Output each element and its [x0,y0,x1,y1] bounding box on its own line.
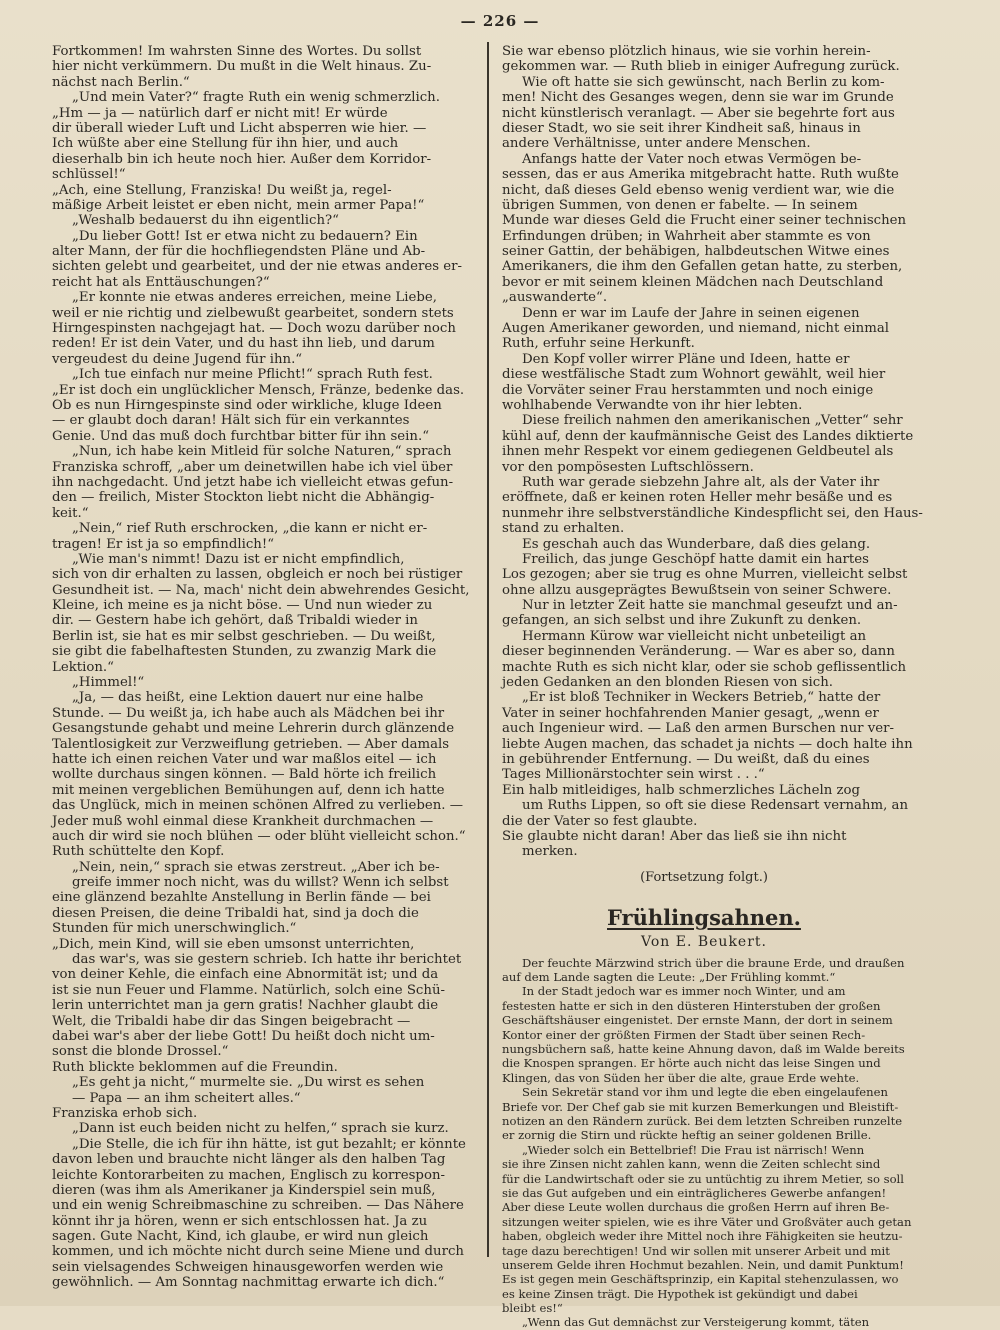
text-line: weil er nie richtig und zielbewußt gearbeitet, sondern stets [52,305,454,321]
text-line: bevor er mit seinem kleinen Mädchen nach Deutschland [502,274,884,290]
text-line: „Die Stelle, die ich für ihn hätte, ist gut bezahlt; er könnte [72,1136,466,1152]
text-line: sagen. Gute Nacht, Kind, ich glaube, er wird nun gleich [52,1229,429,1245]
text-line: vor den pompösesten Luftschlössern. [502,459,754,475]
text-line: auch dir wird sie noch blühen — oder blüht vielleicht schon.“ [52,828,466,844]
text-line: Es geschah auch das Wunderbare, daß dies gelang. [522,536,871,552]
text-line: Welt, die Tribaldi habe dir das Singen beigebracht — [52,1013,411,1029]
text-line: „Er ist doch ein unglücklicher Mensch, Fränze, bedenke das. [52,382,465,398]
page-number: — 226 — [460,12,540,30]
text-line: Ruth war gerade siebzehn Jahre alt, als der Vater ihr [522,474,880,490]
text-line: liebte Augen machen, das schadet ja nichts — doch halte ihn [502,736,913,752]
continuation-note: (Fortsetzung folgt.) [640,869,768,885]
story-line: Geschäftshäuser eingenistet. Der ernste Mann, der dort in seinem [502,1013,893,1028]
text-line: Tages Millionärstochter sein wirst . . .“ [502,767,765,783]
text-line: Fortkommen! Im wahrsten Sinne des Wortes. Du sollst [52,44,422,59]
text-line: Erfindungen drüben; in Wahrheit aber stammte es von [502,228,871,244]
text-line: tragen! Er ist ja so empfindlich!“ [52,536,275,552]
text-line: Den Kopf voller wirrer Pläne und Ideen, hatte er [522,351,850,367]
text-line: merken. [522,844,578,860]
text-line: greife immer noch nicht, was du willst? Wenn ich selbst [72,875,449,891]
text-line: könnt ihr ja hören, wenn er sich entschlossen hat. Ja zu [52,1213,428,1229]
text-line: „Nein,“ rief Ruth erschrocken, „die kann er nicht er- [72,521,428,537]
novel-continuation [502,44,923,860]
text-line: wollte durchaus singen können. — Bald hörte ich freilich [52,767,437,783]
text-line: die Vorväter seiner Frau herstammten und noch einige [502,382,874,398]
text-line: Talentlosigkeit zur Verzweiflung getrieben. — Aber damals [52,736,450,752]
text-line: Franziska schroff, „aber um deinetwillen habe ich viel über [52,459,453,475]
text-line: Anfangs hatte der Vater noch etwas Vermögen be- [522,151,862,167]
story-title: Frühlingsahnen. [607,904,801,930]
text-line: Freilich, das junge Geschöpf hatte damit ein hartes [522,551,869,567]
text-line: in gebührender Entfernung. — Du weißt, daß du eines [502,751,870,767]
text-line: Ein halb mitleidiges, halb schmerzliches Lächeln zog [502,782,861,798]
text-line: „Ich tue einfach nur meine Pflicht!“ sprach Ruth fest. [72,367,433,383]
text-line: dir. — Gestern habe ich gehört, daß Tribaldi wieder in [52,613,418,629]
text-line: Ob es nun Hirngespinste sind oder wirkliche, kluge Ideen [52,397,442,413]
text-line: ihnen mehr Respekt vor einem gediegenen Geldbeutel als [502,444,894,460]
story-author: Von E. Beukert. [641,933,767,950]
text-line: Lektion.“ [52,659,114,675]
story-line: Aber diese Leute wollen durchaus die großen Herrn auf ihren Be- [502,1200,890,1215]
text-line: Stunden für mich unerschwinglich.“ [52,921,297,937]
text-line: leichte Kontorarbeiten zu machen, Englisch zu korrespon- [52,1167,446,1183]
story-line: „Wenn das Gut demnächst zur Versteigerung kommt, täten [522,1315,870,1330]
story-line: Briefe vor. Der Chef gab sie mit kurzen Bemerkungen und Bleistift- [502,1099,899,1114]
text-line: ihn nachgedacht. Und jetzt habe ich vielleicht etwas gefun- [52,474,454,490]
text-line: gewöhnlich. — Am Sonntag nachmittag erwarte ich dich.“ [52,1275,445,1291]
left-column [52,44,470,1291]
text-line: eine glänzend bezahlte Anstellung in Berlin fände — bei [52,890,431,906]
text-line: Ich wüßte aber eine Stellung für ihn hier, und auch [52,136,399,152]
text-line: nächst nach Berlin.“ [52,74,190,90]
text-line: Wie oft hatte sie sich gewünscht, nach Berlin zu kom- [522,74,885,90]
text-line: stand zu erhalten. [502,521,625,537]
story-line: „Wieder solch ein Bettelbrief! Die Frau ist närrisch! Wenn [522,1142,865,1157]
text-line: gekommen war. — Ruth blieb in einiger Aufregung zurück. [502,59,900,75]
text-line: Vater in seiner hochfahrenden Manier gesagt, „wenn er [502,705,879,721]
text-line: „Nun, ich habe kein Mitleid für solche Naturen,“ sprach [72,444,452,460]
text-line: dir überall wieder Luft und Licht absperren wie hier. — [52,120,427,136]
text-line: Hermann Kürow war vielleicht nicht unbeteiligt an [522,628,867,644]
text-line: seiner Gattin, der behäbigen, halbdeutschen Witwe eines [502,244,890,260]
text-line: den — freilich, Mister Stockton liebt nicht die Abhängig- [52,490,435,506]
text-line: men! Nicht des Gesanges wegen, denn sie war im Grunde [502,90,894,106]
right-column [502,44,923,1330]
text-line: Hirngespinsten nachgejagt hat. — Doch wozu darüber noch [52,321,456,337]
text-line: „auswanderte“. [502,290,608,306]
text-line: hier nicht verkümmern. Du mußt in die Welt hinaus. Zu- [52,59,432,75]
text-line: Gesangstunde gehabt und meine Lehrerin durch glänzende [52,721,455,737]
text-line: Los gezogen; aber sie trug es ohne Murren, vielleicht selbst [502,567,908,583]
text-line: das war's, was sie gestern schrieb. Ich hatte ihr berichtet [72,952,462,968]
text-line: Denn er war im Laufe der Jahre in seinen eigenen [522,305,860,321]
text-line: gefangen, an sich selbst und ihre Zukunft zu denken. [502,613,862,629]
text-line: und ein wenig Schreibmaschine zu schreiben. — Das Nähere [52,1198,464,1214]
story-line: sie das Gut aufgeben und ein einträglicheres Gewerbe anfangen! [502,1185,887,1200]
story-line: haben, obgleich weder ihre Mittel noch ihre Fähigkeiten sie heutzu- [502,1229,903,1244]
text-line: „Es geht ja nicht,“ murmelte sie. „Du wirst es sehen [72,1075,425,1091]
text-line: Munde war dieses Geld die Frucht einer seiner technischen [502,213,907,229]
text-line: schlüssel!“ [52,167,126,183]
story-line: festesten hatte er sich in den düsteren Hinterstuben der großen [502,998,881,1013]
story-line: er zornig die Stirn und rückte heftig an seiner goldenen Brille. [502,1128,872,1143]
text-line: Nur in letzter Zeit hatte sie manchmal geseufzt und an- [522,598,898,614]
text-line: Diese freilich nahmen den amerikanischen „Vetter“ sehr [522,413,903,429]
text-line: kühl auf, denn der kaufmännische Geist des Landes diktierte [502,428,914,444]
text-line: „Nein, nein,“ sprach sie etwas zerstreut. „Aber ich be- [72,859,440,875]
text-line: Sie war ebenso plötzlich hinaus, wie sie vorhin herein- [502,44,871,59]
text-line: auch Ingenieur wird. — Laß den armen Burschen nur ver- [502,721,894,737]
story-line: notizen an den Rändern zurück. Bei dem letzten Schreiben runzelte [502,1114,903,1128]
story-line: Kontor einer der größten Firmen der Stadt über seinen Rech- [502,1027,866,1042]
text-line: „Dann ist euch beiden nicht zu helfen,“ sprach sie kurz. [72,1121,449,1137]
text-line: davon leben und brauchte nicht länger als den halben Tag [52,1152,446,1168]
text-line: mäßige Arbeit leistet er eben nicht, mein armer Papa!“ [52,197,425,213]
text-line: Ruth schüttelte den Kopf. [52,844,225,860]
text-line: keit.“ [52,505,89,521]
text-line: — er glaubt doch daran! Hält sich für ein verkanntes [52,413,410,429]
text-line: von deiner Kehle, die einfach eine Abnormität ist; und da [52,967,439,983]
story-line: auf dem Lande sagten die Leute: „Der Frühling kommt.“ [502,970,836,985]
text-line: Stunde. — Du weißt ja, ich habe auch als Mädchen bei ihr [52,705,445,721]
text-line: sessen, das er aus Amerika mitgebracht hatte. Ruth wußte [502,167,899,183]
text-line: das Unglück, mich in meinen schönen Alfred zu verlieben. — [52,798,464,814]
text-line: Ruth, erfuhr seine Herkunft. [502,336,695,352]
text-line: nunmehr ihre selbstverständliche Kindespflicht sei, den Haus- [502,505,923,521]
text-line: andere Verhältnisse, unter andere Menschen. [502,136,811,152]
column-divider [487,42,489,1257]
text-line: Amerikaners, die ihm den Gefallen getan hatte, zu sterben, [502,259,903,275]
story-line: Sein Sekretär stand vor ihm und legte die eben eingelaufenen [522,1085,888,1100]
text-line: Sie glaubte nicht daran! Aber das ließ sie ihn nicht [502,828,847,844]
text-line: machte Ruth es sich nicht klar, oder sie schob geflissentlich [502,659,907,675]
text-line: nicht künstlerisch veranlagt. — Aber sie begehrte fort aus [502,105,895,121]
text-line: Genie. Und das muß doch furchtbar bitter für ihn sein.“ [52,428,429,444]
text-line: dieserhalb bin ich heute noch hier. Außer dem Korridor- [52,151,432,167]
text-line: Ruth blickte beklommen auf die Freundin. [52,1059,338,1075]
story-line: die Knospen sprangen. Er hörte auch nicht das leise Singen und [502,1056,881,1071]
text-line: dieren (was ihm als Amerikaner ja Kinderspiel sein muß, [52,1182,436,1198]
text-line: sichten gelebt und gearbeitet, und der nie etwas anderes er- [52,259,463,275]
text-line: jeden Gedanken an den blonden Riesen von sich. [502,675,834,691]
text-line: alter Mann, der für die hochfliegendsten Pläne und Ab- [52,244,426,260]
text-line: mit meinen vergeblichen Bemühungen auf, denn ich hatte [52,782,445,798]
text-line: „Weshalb bedauerst du ihn eigentlich?“ [72,213,339,229]
text-line: „Dich, mein Kind, will sie eben umsonst unterrichten, [52,936,415,952]
text-line: sonst die blonde Drossel.“ [52,1044,229,1060]
text-line: reden! Er ist dein Vater, und du hast ihn lieb, und darum [52,336,435,352]
text-line: Berlin ist, sie hat es mir selbst geschrieben. — Du weißt, [52,628,436,644]
text-line: vergeudest du deine Jugend für ihn.“ [52,351,303,367]
text-line: ist sie nun Feuer und Flamme. Natürlich, solch eine Schü- [52,982,446,998]
story-line: für die Landwirtschaft oder sie zu untüchtig zu ihrem Metier, so soll [502,1171,904,1186]
text-line: reicht hat als Enttäuschungen?“ [52,274,270,290]
story-line: sitzungen weiter spielen, wie es ihre Väter und Großväter auch getan [502,1214,912,1229]
text-line: Gesundheit ist. — Na, mach' nicht dein abwehrendes Gesicht, [52,582,470,598]
text-line: Jeder muß wohl einmal diese Krankheit durchmachen — [52,813,434,829]
text-line: eröffnete, daß er keinen roten Heller mehr besäße und es [502,490,893,506]
text-line: lerin unterrichtet man ja gern gratis! Nachher glaubt die [52,998,439,1014]
story-line: unserem Gelde ihren Hochmut bezahlen. Nein, und damit Punktum! [502,1257,904,1272]
text-line: „Er konnte nie etwas anderes erreichen, meine Liebe, [72,290,437,306]
story-line: Der feuchte Märzwind strich über die braune Erde, und draußen [522,955,905,970]
story-line: es keine Zinsen trägt. Die Hypothek ist gekündigt und dabei [502,1286,858,1301]
text-line: um Ruths Lippen, so oft sie diese Redensart vernahm, an [522,798,909,814]
text-line: sich von dir erhalten zu lassen, obgleich er noch bei rüstiger [52,567,463,583]
text-line: die der Vater so fest glaubte. [502,813,698,829]
story-line: sie ihre Zinsen nicht zahlen kann, wenn die Zeiten schlecht sind [502,1157,881,1172]
story-line: In der Stadt jedoch war es immer noch Winter, und am [522,984,846,999]
story-line: tage dazu berechtigen! Und wir sollen mit unserer Arbeit und mit [502,1243,890,1258]
text-line: ohne allzu ausgeprägtes Bewußtsein von seiner Schwere. [502,582,892,598]
text-line: „Hm — ja — natürlich darf er nicht mit! Er würde [52,105,388,121]
text-line: dieser Stadt, wo sie seit ihrer Kindheit saß, hinaus in [502,120,861,136]
text-line: — Papa — an ihm scheitert alles.“ [72,1090,301,1106]
text-line: „Er ist bloß Techniker in Weckers Betrieb,“ hatte der [522,690,881,706]
text-line: Kleine, ich meine es ja nicht böse. — Und nun wieder zu [52,598,433,614]
text-line: Augen Amerikaner geworden, und niemand, nicht einmal [502,321,890,337]
text-line: „Himmel!“ [72,675,145,691]
story-line: bleibt es!“ [502,1301,563,1316]
text-line: „Wie man's nimmt! Dazu ist er nicht empfindlich, [72,551,405,567]
text-line: wohlhabende Verwandte von ihr hier lebten. [502,397,803,413]
story-text [502,955,912,1330]
text-line: „Ach, eine Stellung, Franziska! Du weißt ja, regel- [52,182,392,198]
text-line: hatte ich einen reichen Vater und war maßlos eitel — ich [52,751,437,767]
text-line: nicht, daß dieses Geld ebenso wenig verdient war, wie die [502,182,895,198]
text-line: diese westfälische Stadt zum Wohnort gewählt, weil hier [502,367,886,383]
story-line: nungsbüchern saß, hatte keine Ahnung davon, daß im Walde bereits [502,1042,905,1057]
text-line: „Du lieber Gott! Ist er etwa nicht zu bedauern? Ein [72,228,418,244]
text-line: „Und mein Vater?“ fragte Ruth ein wenig schmerzlich. [72,90,440,106]
text-line: übrigen Summen, von denen er fabelte. — In seinem [502,197,858,213]
story-line: Klingen, das von Süden her über die alte, graue Erde wehte. [502,1070,860,1085]
text-line: diesen Preisen, die deine Tribaldi hat, sind ja doch die [52,905,419,921]
text-line: Franziska erhob sich. [52,1105,198,1121]
text-line: „Ja, — das heißt, eine Lektion dauert nur eine halbe [72,690,424,706]
story-line: Es ist gegen mein Geschäftsprinzip, ein Kapital stehenzulassen, wo [502,1272,899,1287]
text-line: sein vielsagendes Schweigen hinausgeworfen werden wie [52,1259,444,1275]
text-line: sie gibt die fabelhaftesten Stunden, zu zwanzig Mark die [52,644,437,660]
text-line: kommen, und ich möchte nicht durch seine Miene und durch [52,1244,464,1260]
text-line: dabei war's aber der liebe Gott! Du heißt doch nicht um- [52,1029,435,1044]
text-line: dieser beginnenden Veränderung. — War es aber so, dann [502,644,895,660]
